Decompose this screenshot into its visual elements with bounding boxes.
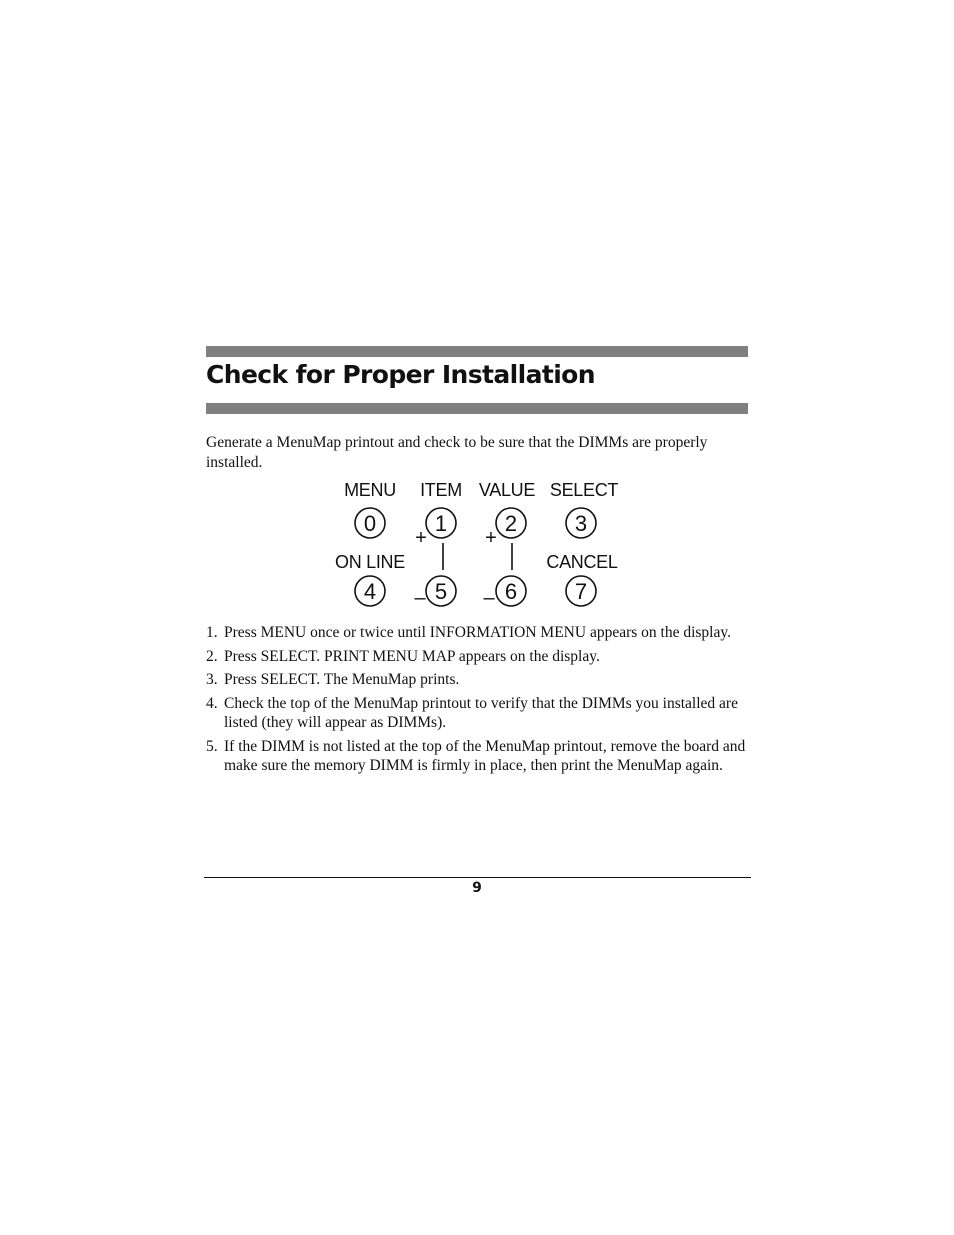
- key-2-label: 2: [504, 511, 518, 536]
- key-2: [496, 508, 526, 538]
- key-5: [426, 576, 456, 606]
- key-0-label: 0: [363, 511, 377, 536]
- label-on-line: ON LINE: [335, 552, 405, 572]
- step-text: Press SELECT. PRINT MENU MAP appears on the display.: [224, 647, 600, 665]
- list-item: [206, 623, 751, 643]
- minus-sign-item: –: [414, 587, 426, 609]
- step-number: 2.: [206, 647, 218, 665]
- key-3-label: 3: [574, 511, 588, 536]
- label-value: VALUE: [478, 480, 536, 500]
- page-number: 9: [472, 880, 482, 896]
- footer-rule: [204, 877, 751, 878]
- key-4: [355, 576, 385, 606]
- key-1: [426, 508, 456, 538]
- page-title: Check for Proper Installation: [206, 360, 595, 389]
- step-number: 4.: [206, 694, 218, 712]
- list-item: [206, 670, 751, 690]
- key-6: [496, 576, 526, 606]
- plus-sign-item: +: [415, 527, 427, 549]
- key-7-label: 7: [574, 579, 588, 604]
- plus-sign-value: +: [485, 527, 497, 549]
- list-item: [206, 737, 751, 776]
- step-number: 1.: [206, 624, 218, 641]
- step-number: 3.: [206, 671, 218, 688]
- key-0: [355, 508, 385, 538]
- step-text: Press MENU once or twice until INFORMATION MENU appears on the display.: [224, 624, 731, 641]
- key-6-label: 6: [504, 579, 518, 604]
- step-text: If the DIMM is not listed at the top of the MenuMap printout, remove the board and make sure the memory DIMM is firmly in place, then print the MenuMap again.: [224, 737, 746, 774]
- label-cancel: CANCEL: [546, 552, 618, 572]
- list-item: [206, 647, 751, 667]
- key-1-label: 1: [434, 511, 448, 536]
- key-5-label: 5: [434, 579, 448, 604]
- key-7: [566, 576, 596, 606]
- intro-paragraph: Generate a MenuMap printout and check to be sure that the DIMMs are properly installed.: [206, 434, 708, 471]
- list-item: [206, 694, 751, 733]
- step-text: Press SELECT. The MenuMap prints.: [224, 671, 460, 688]
- minus-sign-value: –: [483, 587, 495, 609]
- label-item: ITEM: [420, 480, 462, 500]
- key-4-label: 4: [363, 579, 377, 604]
- step-number: 5.: [206, 737, 218, 755]
- label-menu: MENU: [344, 480, 396, 500]
- header-rule-bottom: [206, 403, 748, 414]
- step-text: Check the top of the MenuMap printout to verify that the DIMMs you installed are listed (they will appear as DIMMs).: [224, 694, 738, 731]
- label-select: SELECT: [549, 480, 619, 500]
- header-rule-top: [206, 346, 748, 357]
- key-3: [566, 508, 596, 538]
- control-panel-diagram: [320, 476, 640, 616]
- steps-list: [206, 623, 751, 780]
